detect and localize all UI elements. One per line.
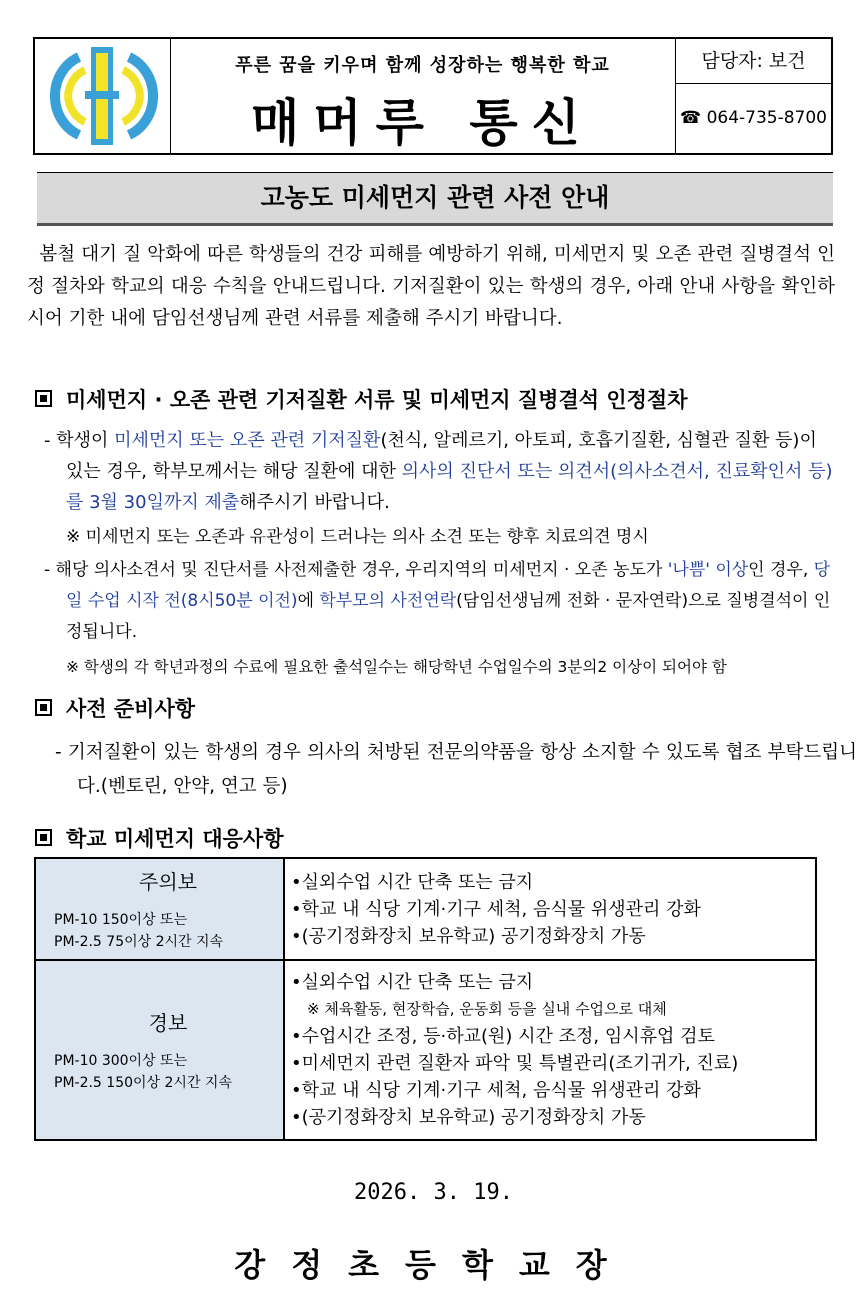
action-item: •실외수업 시간 단축 또는 금지 (291, 972, 534, 993)
school-slogan: 푸른 꿈을 키우며 함께 성장하는 행복한 학교 (235, 55, 610, 76)
section-heading-response (35, 823, 283, 853)
header-center (170, 39, 676, 153)
preparation-item: - 기저질환이 있는 학생의 경우 의사의 처방된 전문의약품을 항상 소지할 수 있도록 협조 부탁드립니다.(벤토린, 안약, 연고 등) (55, 742, 857, 797)
section-heading-text: 미세먼지 · 오존 관련 기저질환 서류 및 미세먼지 질병결석 인정절차 (66, 388, 688, 412)
item2-text-d: (담임선생님께 전화 · 문자연락)으로 질병결석이 인정됩니다. (66, 591, 831, 642)
action-item: •학교 내 식당 기계·기구 세척, 음식물 위생관리 강화 (291, 898, 701, 920)
action-item: •(공기정화장치 보유학교) 공기정화장치 가동 (291, 925, 646, 947)
level-cell (35, 960, 284, 1140)
action-item: •미세먼지 관련 질환자 파악 및 특별관리(조기귀가, 진료) (291, 1053, 739, 1074)
response-table (34, 857, 817, 1141)
item1-note: ※ 미세먼지 또는 오존과 유관성이 드러나는 의사 소견 또는 향후 치료의견 명시 (66, 527, 649, 547)
item2-text-c: 에 (297, 591, 320, 611)
action-item: •학교 내 식당 기계·기구 세척, 음식물 위생관리 강화 (291, 1080, 701, 1101)
section-heading-text: 학교 미세먼지 대응사항 (66, 827, 284, 851)
item1-highlight-disease: 미세먼지 또는 오존 관련 기저질환 (114, 430, 381, 451)
level-cell (35, 858, 284, 960)
header-contact (676, 39, 831, 153)
square-bullet-icon (35, 390, 52, 407)
item2-text-a: - 해당 의사소견서 및 진단서를 사전제출한 경우, 우리지역의 미세먼지 · 오존 농도가 (44, 560, 668, 580)
alert-condition-1: PM-10 300이상 또는 (54, 1052, 188, 1069)
newsletter-title: 매머루 통신 (251, 94, 594, 152)
item2-highlight-time: 당일 수업 시작 전(8시50분 이전) (66, 560, 831, 611)
table-row (35, 858, 816, 960)
section-heading-preparation (35, 693, 195, 723)
alert-condition-2: PM-2.5 150이상 2시간 지속 (54, 1074, 232, 1091)
item1-highlight-deadline: 의사의 진단서 또는 의견서(의사소견서, 진료확인서 등)를 3월 30일까지 제출 (66, 461, 833, 513)
newsletter-header (33, 37, 833, 155)
actions-cell (284, 858, 816, 960)
item2-note: ※ 학생의 각 학년과정의 수료에 필요한 출석일수는 해당학년 수업일수의 3분의2 이상이 되어야 함 (66, 658, 727, 676)
square-bullet-icon (35, 699, 52, 716)
school-logo (35, 39, 171, 153)
item1-text-b: (천식, 알레르기, 아토피, 호흡기질환, 심혈관 질환 등)이 있는 경우, 학부모께서는 해당 질환에 대한 (66, 430, 817, 482)
item2-highlight-level: '나쁨' 이상 (667, 560, 749, 580)
alert-condition-1: PM-10 150이상 또는 (54, 911, 188, 928)
procedure-item-1 (44, 425, 836, 553)
issue-date: 2026. 3. 19. (354, 1180, 513, 1205)
manager-label: 담당자: 보건 (676, 39, 831, 84)
action-item: •수업시간 조정, 등·하교(원) 시간 조정, 임시휴업 검토 (291, 1026, 715, 1047)
alert-level-name: 경보 (148, 1010, 188, 1035)
alert-level-name: 주의보 (139, 869, 197, 894)
procedure-item-2 (44, 555, 836, 683)
document-title: 고농도 미세먼지 관련 사전 안내 (37, 172, 833, 226)
school-logo-icon (35, 39, 170, 153)
alert-condition-2: PM-2.5 75이상 2시간 지속 (54, 933, 224, 950)
intro-text: 봄철 대기 질 악화에 따른 학생들의 건강 피해를 예방하기 위해, 미세먼지 및 오존 관련 질병결석 인정 절차와 학교의 대응 수칙을 안내드립니다. 기저질환이 있는 학생의 경우, 아래 안내 사항을 확인하시어 기한 내에 담임선생님께 관련 서류를 제출해 주시기 바랍니다. (27, 244, 836, 329)
table-row (35, 960, 816, 1140)
section-heading-text: 사전 준비사항 (66, 697, 196, 721)
principal-signature: 강정초등학교장 (234, 1246, 633, 1284)
square-bullet-icon (35, 829, 52, 846)
item1-text-c: 해주시기 바랍니다. (239, 492, 390, 513)
section-heading-procedure (35, 384, 688, 414)
item2-text-b: 인 경우, (748, 560, 814, 580)
action-item: •(공기정화장치 보유학교) 공기정화장치 가동 (291, 1107, 646, 1128)
item2-highlight-contact: 학부모의 사전연락 (319, 591, 457, 611)
action-item: •실외수업 시간 단축 또는 금지 (291, 871, 534, 893)
action-sub-note: ※ 체육활동, 현장학습, 운동회 등을 실내 수업으로 대체 (307, 1000, 667, 1018)
phone-number: ☎ 064-735-8700 (679, 108, 827, 128)
item1-text-a: - 학생이 (44, 430, 115, 451)
actions-cell (284, 960, 816, 1140)
intro-paragraph (27, 239, 835, 335)
